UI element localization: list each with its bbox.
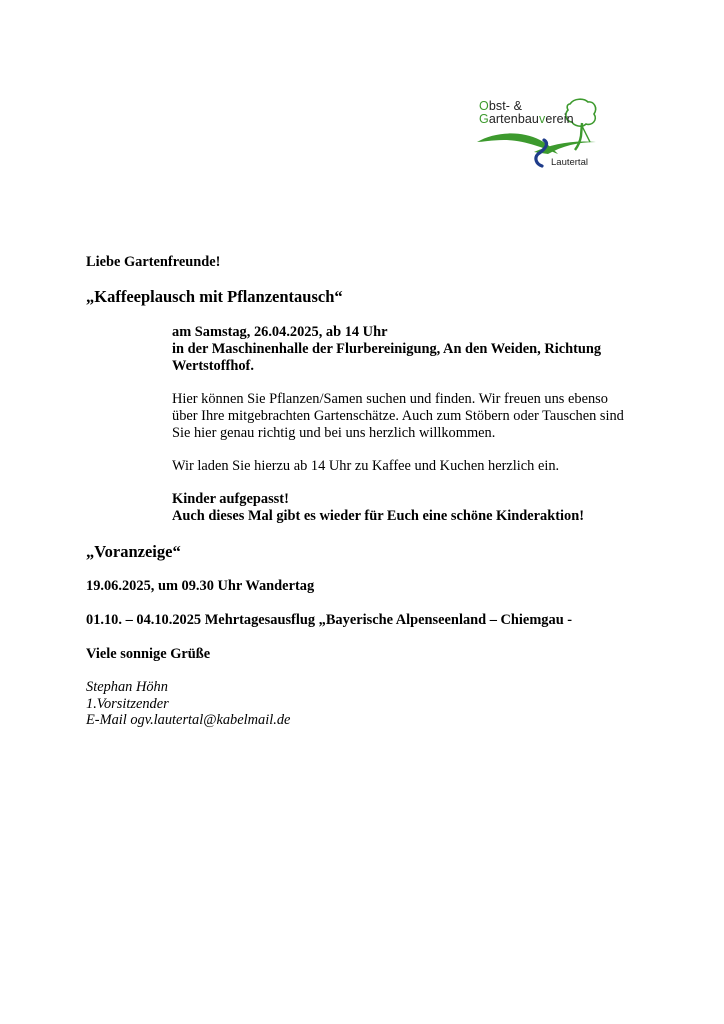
logo-letter-v: v — [538, 112, 546, 126]
logo-place: Lautertal — [551, 157, 588, 168]
event-title: „Kaffeeplausch mit Pflanzentausch“ — [86, 287, 343, 306]
paragraph-line: Sie hier genau richtig und bei uns herzlich willkommen. — [172, 425, 496, 441]
logo-text-rest-1: bst- & — [488, 99, 523, 113]
paragraph-line: über Ihre mitgebrachten Gartenschätze. Auch zum Stöbern oder Tauschen sind — [172, 408, 624, 424]
logo-text-part-1: artenbau — [488, 112, 539, 126]
logo-text-part-2: erein — [545, 112, 574, 126]
logo-initial-g: G — [479, 112, 489, 126]
greeting: Liebe Gartenfreunde! — [86, 254, 221, 270]
preview-title: „Voranzeige“ — [86, 542, 181, 561]
preview-item: 19.06.2025, um 09.30 Uhr Wandertag — [86, 578, 315, 594]
logo-text-line-1 — [479, 99, 522, 113]
kids-text: Auch dieses Mal gibt es wieder für Euch eine schöne Kinderaktion! — [172, 508, 585, 524]
logo-text-line-2 — [479, 112, 574, 126]
invitation-text: Wir laden Sie hierzu ab 14 Uhr zu Kaffee und Kuchen herzlich ein. — [172, 458, 560, 474]
closing: Viele sonnige Grüße — [86, 646, 211, 662]
signature-name: Stephan Höhn — [86, 679, 168, 695]
event-location-cont: Wertstoffhof. — [172, 358, 254, 374]
signature-email: E-Mail ogv.lautertal@kabelmail.de — [86, 712, 291, 728]
signature-role: 1.Vorsitzender — [86, 696, 169, 712]
logo-initial-o: O — [479, 99, 489, 113]
paragraph-line: Hier können Sie Pflanzen/Samen suchen und finden. Wir freuen uns ebenso — [172, 391, 608, 407]
event-date: am Samstag, 26.04.2025, ab 14 Uhr — [172, 324, 388, 340]
kids-heading: Kinder aufgepasst! — [172, 491, 289, 507]
event-location: in der Maschinenhalle der Flurbereinigung, An den Weiden, Richtung — [172, 341, 602, 357]
preview-item: 01.10. – 04.10.2025 Mehrtagesausflug „Bayerische Alpenseenland – Chiemgau - — [86, 612, 573, 628]
club-logo — [474, 96, 604, 172]
